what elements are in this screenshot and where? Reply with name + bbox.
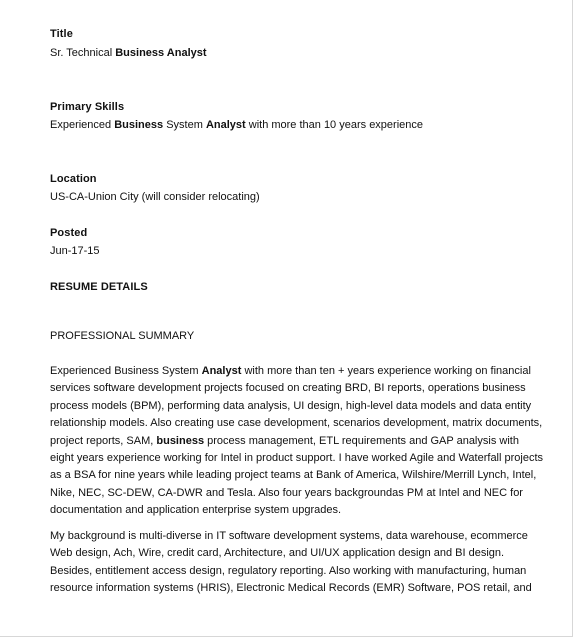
- title-label: Title: [50, 28, 73, 40]
- summary-line: relationship models. Also creating use case development, scenarios development, matrix documents,: [50, 417, 543, 430]
- title-value-bold: Business Analyst: [115, 47, 207, 59]
- primary-skills-text-3: with more than 10 years experience: [245, 119, 424, 131]
- summary-line-text: with more than ten + years experience working on financial: [241, 365, 531, 377]
- summary-paragraph-1: [50, 363, 550, 520]
- summary-paragraph-2: [50, 528, 550, 598]
- primary-skills-text-1: Experienced: [50, 119, 115, 131]
- summary-line: resource information systems (HRIS), Electronic Medical Records (EMR) Software, POS retail, and: [50, 582, 532, 595]
- summary-line: Besides, entitlement access design, regulatory reporting. Also working with manufacturing, human: [50, 564, 527, 577]
- summary-line: eight years experience working for Intel in product support. I have worked Agile and Waterfall projects: [50, 452, 544, 465]
- primary-skills-value: [50, 119, 423, 131]
- location-label: Location: [50, 173, 97, 185]
- location-value: US-CA-Union City (will consider relocating): [50, 191, 260, 203]
- primary-skills-label: Primary Skills: [50, 101, 125, 113]
- title-value-prefix: Sr. Technical: [50, 47, 116, 59]
- primary-skills-bold-1: Business: [114, 119, 164, 131]
- summary-line: as a BSA for nine years while leading project teams at Bank of America, Wilshire/Merrill Lynch, Intel,: [50, 469, 537, 482]
- title-value: [50, 47, 207, 59]
- primary-skills-bold-2: Analyst: [205, 119, 246, 131]
- summary-line-text: process management, ETL requirements and GAP analysis with: [204, 434, 519, 447]
- summary-line: services software development projects focused on creating BRD, BI reports, operations business: [50, 382, 526, 395]
- summary-line-text: Experienced Business System: [50, 365, 202, 377]
- summary-line: Web design, Ach, Wire, credit card, Architecture, and UI/UX application design and BI design.: [50, 547, 505, 560]
- posted-value: Jun-17-15: [50, 245, 100, 257]
- resume-details-heading: RESUME DETAILS: [50, 281, 148, 293]
- primary-skills-text-2: System: [163, 119, 206, 131]
- summary-line: [50, 433, 550, 450]
- posted-label: Posted: [50, 227, 88, 239]
- summary-line: process models (BPM), performing data analysis, UI design, high-level data models and data entity: [50, 399, 532, 412]
- summary-line: [50, 363, 550, 380]
- summary-line-bold: business: [156, 434, 205, 447]
- summary-line: documentation and application enterprise system upgrades.: [50, 504, 342, 517]
- summary-line-text: project reports, SAM,: [50, 434, 157, 447]
- summary-line: My background is multi-diverse in IT software development systems, data warehouse, ecommerce: [50, 530, 528, 542]
- summary-line: Nike, NEC, SC-DEW, CA-DWR and Tesla. Also four years backgroundas PM at Intel and NEC for: [50, 486, 523, 499]
- summary-line-bold: Analyst: [201, 365, 242, 377]
- professional-summary-heading: PROFESSIONAL SUMMARY: [50, 330, 195, 342]
